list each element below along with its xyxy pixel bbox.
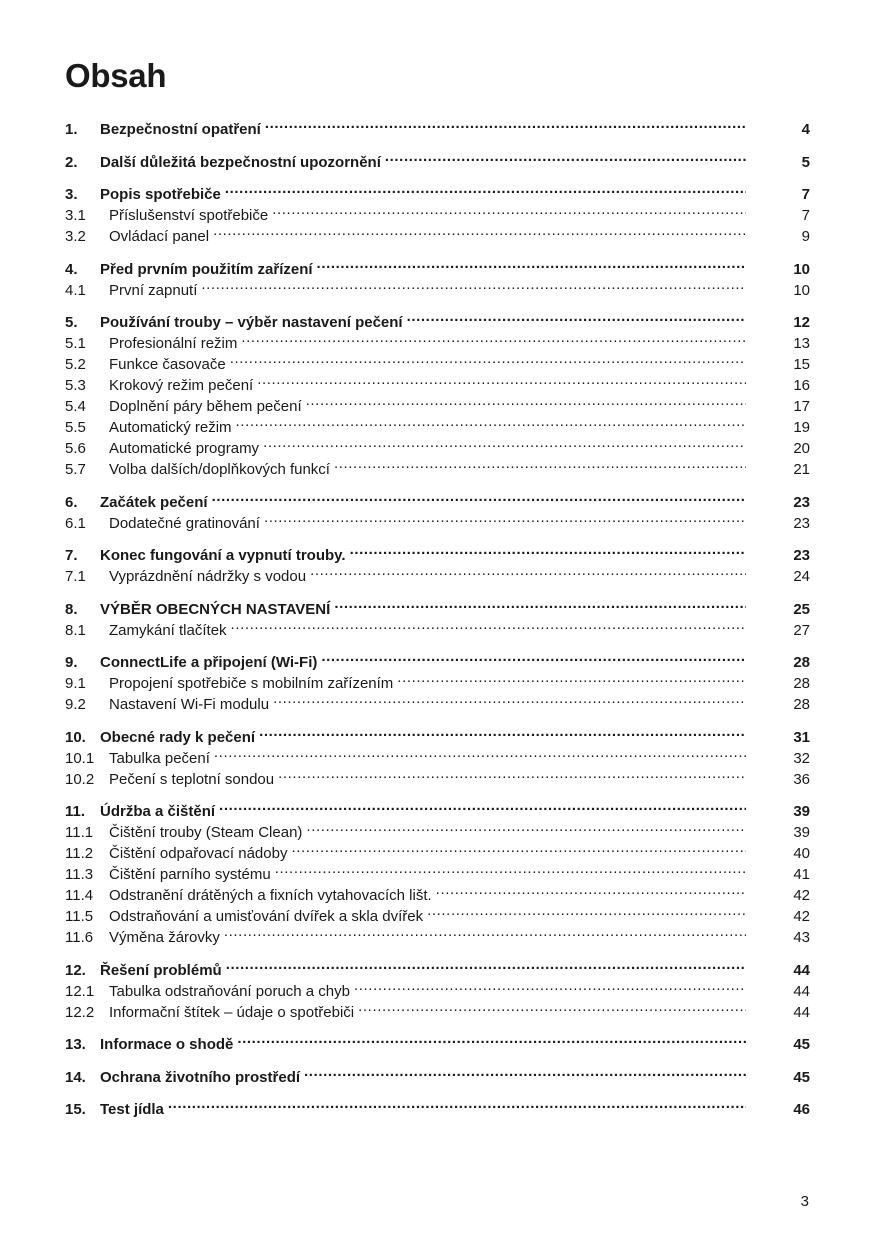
dot-leader [225,178,746,199]
toc-entry-title: Automatické programy [109,440,260,457]
toc-entry-title: Další důležitá bezpečnostní upozornění [100,153,381,171]
toc-entry-page: 45 [793,1036,810,1053]
dot-leader [291,837,746,858]
table-of-contents [65,113,810,1118]
toc-entry-number: 5. [65,314,78,331]
dot-leader [214,742,746,763]
dot-leader [397,667,746,688]
toc-entry-number: 4.1 [65,281,86,299]
toc-entry-page: 5 [801,153,810,171]
toc-chapter-entry[interactable] [65,1093,810,1118]
dot-leader [427,900,746,921]
toc-entry-page: 4 [801,121,810,138]
toc-entry-number: 6.1 [65,514,86,532]
dot-leader [306,390,746,411]
dot-leader [230,348,746,369]
toc-entry-number: 5.4 [65,398,86,415]
toc-entry-number: 10.1 [65,749,95,767]
dot-leader [273,688,746,709]
toc-entry-number: 10. [65,728,86,746]
toc-entry-number: 3.2 [65,228,86,245]
toc-entry-page: 27 [793,621,810,639]
dot-leader [168,1093,746,1114]
dot-leader [224,921,746,942]
toc-entry-number: 5.2 [65,356,86,373]
toc-entry-page: 41 [793,866,810,883]
toc-entry-page: 42 [793,908,810,925]
dot-leader [265,113,746,134]
toc-entry-number: 13. [65,1036,86,1053]
toc-entry-number: 9.1 [65,675,86,692]
toc-entry-title: Čištění parního systému [109,866,271,883]
toc-entry-number: 12. [65,961,86,979]
toc-entry-title: Vyprázdnění nádržky s vodou [109,568,307,585]
dot-leader [350,539,746,560]
toc-entry-title: Odstranění drátěných a fixních vytahovacích lišt. [109,887,432,904]
toc-entry-number: 9.2 [65,696,86,713]
toc-entry-number: 3. [65,186,78,203]
toc-entry-title: ConnectLife a připojení (Wi-Fi) [100,654,318,671]
toc-entry-number: 7. [65,547,78,564]
toc-chapter-entry[interactable] [65,593,810,618]
toc-entry-page: 10 [793,281,810,299]
toc-entry-page: 39 [793,803,810,820]
toc-entry-page: 44 [793,982,810,1000]
page-title: Obsah [65,57,167,94]
toc-entry-number: 5.5 [65,419,86,436]
dot-leader [358,996,746,1017]
toc-chapter-entry[interactable] [65,113,810,138]
dot-leader [231,614,746,635]
toc-entry-number: 12.1 [65,982,95,1000]
toc-entry-number: 12.2 [65,1003,95,1021]
dot-leader [321,646,746,667]
toc-entry-page: 43 [793,929,810,946]
toc-chapter-entry[interactable] [65,646,810,671]
toc-entry-number: 5.6 [65,440,86,457]
dot-leader [272,199,746,220]
toc-entry-title: Pečení s teplotní sondou [109,770,275,788]
toc-entry-title: Informační štítek – údaje o spotřebiči [109,1003,355,1021]
toc-entry-page: 23 [793,493,810,511]
toc-entry-page: 45 [793,1068,810,1086]
toc-entry-page: 28 [793,654,810,671]
toc-entry-title: Tabulka pečení [109,749,210,767]
toc-chapter-entry[interactable] [65,306,810,331]
dot-leader [263,432,746,453]
toc-entry-title: Volba dalších/doplňkových funkcí [109,461,330,478]
dot-leader [264,507,746,528]
dot-leader [334,593,746,614]
dot-leader [354,975,746,996]
toc-entry-number: 14. [65,1068,86,1086]
dot-leader [407,306,746,327]
toc-entry-number: 5.7 [65,461,86,478]
toc-entry-number: 9. [65,654,78,671]
toc-entry-title: Propojení spotřebiče s mobilním zařízením [109,675,394,692]
toc-chapter-entry[interactable] [65,253,810,278]
toc-chapter-entry[interactable] [65,954,810,979]
toc-entry-title: Konec fungování a vypnutí trouby. [100,547,346,564]
toc-entry-title: Test jídla [100,1101,164,1118]
toc-entry-title: Údržba a čištění [100,803,216,820]
toc-entry-title: Bezpečnostní opatření [100,121,261,138]
toc-entry-title: VÝBĚR OBECNÝCH NASTAVENÍ [100,600,331,618]
toc-entry-title: Informace o shodě [100,1036,234,1053]
toc-entry-title: Automatický režim [109,419,232,436]
toc-entry-title: Funkce časovače [109,356,226,373]
toc-entry-page: 15 [793,356,810,373]
toc-entry-page: 23 [793,514,810,532]
dot-leader [436,879,746,900]
toc-entry-page: 7 [801,207,810,224]
toc-entry-page: 7 [801,186,810,203]
dot-leader [304,1061,746,1082]
dot-leader [237,1028,746,1049]
toc-entry-number: 11.2 [65,845,94,862]
dot-leader [278,763,746,784]
toc-entry-page: 31 [793,728,810,746]
toc-entry-title: Výměna žárovky [109,929,220,946]
toc-entry-number: 4. [65,260,78,278]
toc-entry-page: 28 [793,675,810,692]
dot-leader [334,453,746,474]
toc-entry-page: 12 [793,314,810,331]
dot-leader [306,816,746,837]
toc-entry-number: 6. [65,493,78,511]
dot-leader [226,954,746,975]
toc-entry-title: Doplnění páry během pečení [109,398,302,415]
toc-entry-page: 23 [793,547,810,564]
toc-entry-page: 17 [793,398,810,415]
toc-entry-page: 40 [793,845,810,862]
toc-chapter-entry[interactable] [65,486,810,511]
toc-entry-page: 13 [793,335,810,352]
toc-entry-title: Řešení problémů [100,961,222,979]
toc-entry-page: 46 [793,1101,810,1118]
toc-chapter-entry[interactable] [65,1028,810,1053]
toc-entry-page: 24 [793,568,810,585]
toc-entry-title: Obecné rady k pečení [100,728,256,746]
toc-entry-title: Zamykání tlačítek [109,621,227,639]
toc-chapter-entry[interactable] [65,146,810,171]
dot-leader [236,411,746,432]
dot-leader [213,220,746,241]
toc-entry-title: Používání trouby – výběr nastavení pečení [100,314,403,331]
toc-entry-title: Dodatečné gratinování [109,514,260,532]
toc-entry-page: 25 [793,600,810,618]
toc-entry-page: 28 [793,696,810,713]
toc-entry-number: 11.5 [65,908,94,925]
toc-chapter-entry[interactable] [65,1061,810,1086]
toc-entry-title: Krokový režim pečení [109,377,254,394]
dot-leader [385,146,746,167]
toc-entry-number: 8. [65,600,78,618]
toc-entry-page: 9 [801,228,810,245]
toc-entry-number: 11.1 [65,824,94,841]
toc-entry-title: Odstraňování a umisťování dvířek a skla dvířek [109,908,424,925]
dot-leader [219,795,746,816]
toc-entry-number: 5.1 [65,335,86,352]
toc-entry-title: Příslušenství spotřebiče [109,207,269,224]
toc-entry-page: 39 [793,824,810,841]
toc-entry-number: 15. [65,1101,86,1118]
toc-entry-page: 44 [793,961,810,979]
toc-entry-number: 8.1 [65,621,86,639]
toc-entry-number: 11.4 [65,887,94,904]
dot-leader [275,858,746,879]
toc-entry-page: 21 [793,461,810,478]
dot-leader [212,486,746,507]
toc-entry-title: První zapnutí [109,281,198,299]
toc-chapter-entry[interactable] [65,539,810,564]
toc-entry-number: 11.6 [65,929,94,946]
page-number: 3 [800,1193,809,1210]
toc-entry-title: Čištění odpařovací nádoby [109,845,288,862]
toc-entry-number: 3.1 [65,207,86,224]
dot-leader [317,253,746,274]
dot-leader [257,369,746,390]
toc-chapter-entry[interactable] [65,721,810,746]
toc-entry-page: 19 [793,419,810,436]
toc-entry-page: 42 [793,887,810,904]
toc-entry-page: 20 [793,440,810,457]
dot-leader [259,721,746,742]
toc-entry-number: 7.1 [65,568,86,585]
toc-entry-page: 36 [793,770,810,788]
toc-entry-title: Tabulka odstraňování poruch a chyb [109,982,350,1000]
toc-entry-number: 11.3 [65,866,94,883]
toc-entry-number: 5.3 [65,377,86,394]
toc-entry-title: Čištění trouby (Steam Clean) [109,824,303,841]
toc-entry-page: 16 [793,377,810,394]
toc-entry-title: Začátek pečení [100,493,208,511]
toc-entry-page: 32 [793,749,810,767]
toc-entry-title: Před prvním použitím zařízení [100,260,313,278]
toc-entry-title: Nastavení Wi-Fi modulu [109,696,270,713]
toc-entry-title: Popis spotřebiče [100,186,221,203]
toc-entry-number: 10.2 [65,770,95,788]
toc-chapter-entry[interactable] [65,178,810,203]
toc-entry-title: Profesionální režim [109,335,238,352]
toc-entry-number: 2. [65,153,78,171]
dot-leader [310,560,746,581]
toc-entry-page: 44 [793,1003,810,1021]
toc-entry-number: 1. [65,121,78,138]
dot-leader [241,327,746,348]
toc-entry-page: 10 [793,260,810,278]
toc-entry-title: Ovládací panel [109,228,210,245]
toc-entry-title: Ochrana životního prostředí [100,1068,301,1086]
dot-leader [201,274,746,295]
toc-entry-number: 11. [65,803,86,820]
toc-chapter-entry[interactable] [65,795,810,820]
